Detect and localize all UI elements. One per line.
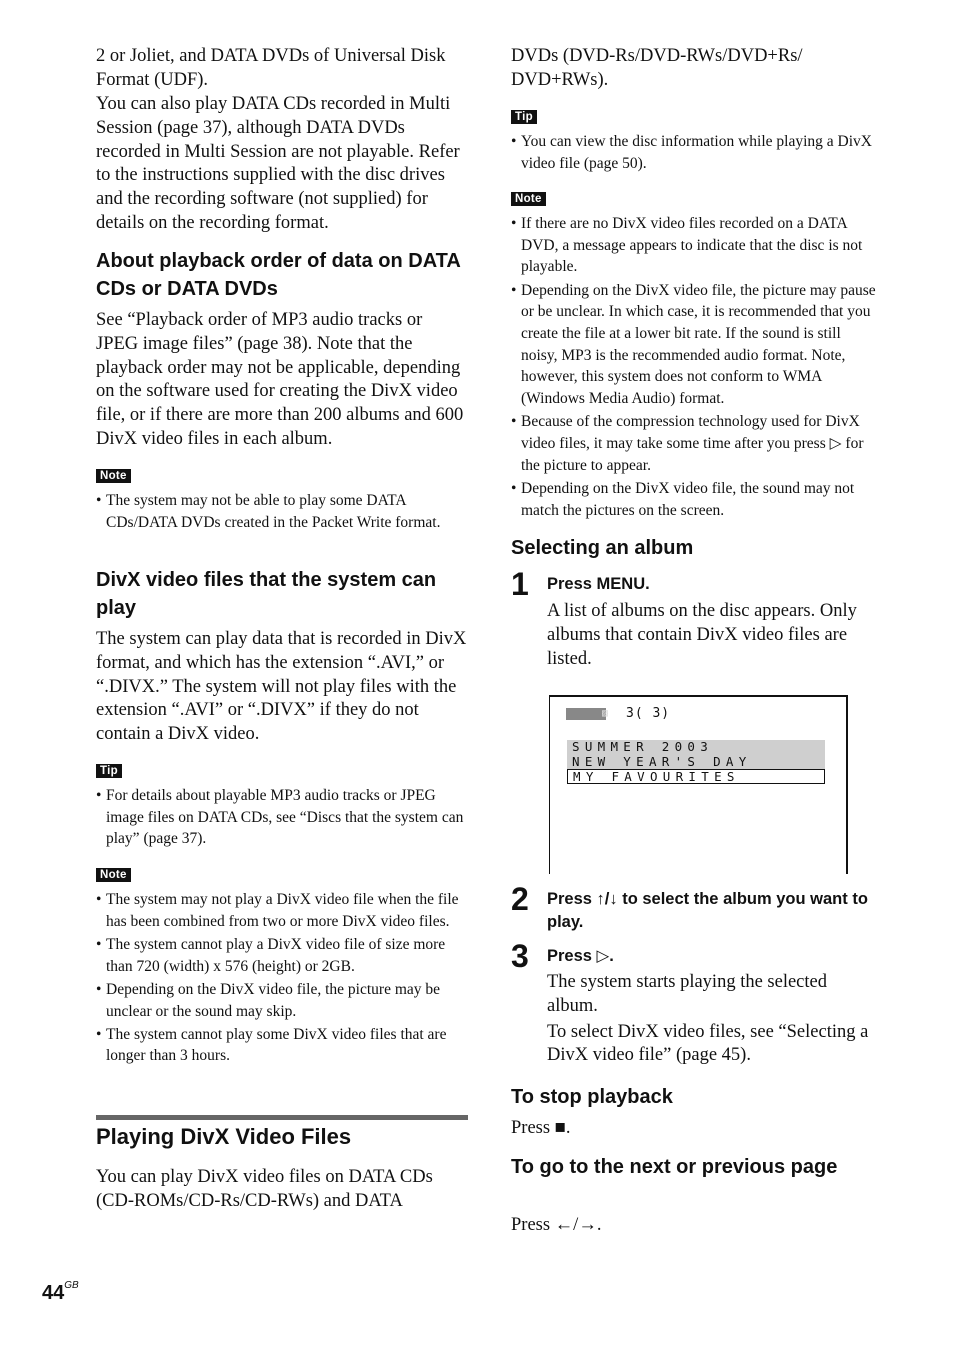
playing-divx-paragraph: You can play DivX video files on DATA CDs (CD-ROMs/CD-Rs/CD-RWs) and DATA bbox=[96, 1167, 433, 1211]
note-list-1 bbox=[96, 490, 466, 535]
list-item: • Depending on the DivX video file, the sound may not match the pictures on the screen. bbox=[511, 478, 881, 521]
section-rule bbox=[96, 1115, 468, 1120]
step-text: A list of albums on the disc appears. Only albums that contain DivX video files are listed. bbox=[547, 601, 857, 669]
step-2 bbox=[511, 881, 881, 934]
step-3 bbox=[511, 938, 881, 1068]
heading-stop-playback: To stop playback bbox=[511, 1086, 673, 1108]
intro-paragraph-1: 2 or Joliet, and DATA DVDs of Universal Disk Format (UDF). bbox=[96, 46, 446, 90]
tip-list-1 bbox=[96, 785, 466, 852]
step-title: Press ↑/↓ to select the album you want to play. bbox=[547, 890, 868, 931]
divx-files-paragraph: The system can play data that is recorded in DivX format, and which has the extension “.AVI,” or “.DIVX.” The system will not play files with the extension “.AVI” or “.DIVX” if they do not contain a DivX video. bbox=[96, 629, 467, 745]
page-number bbox=[42, 1282, 79, 1305]
album-list bbox=[567, 740, 825, 784]
step-title: Press ▷. bbox=[547, 947, 614, 965]
region-code: GB bbox=[64, 1280, 79, 1292]
album-item[interactable]: SUMMER 2003 bbox=[567, 740, 825, 755]
page-number-value: 44 bbox=[42, 1282, 65, 1304]
heading-playing-divx: Playing DivX Video Files bbox=[96, 1124, 352, 1149]
step-text: To select DivX video files, see “Selecting a DivX video file” (page 45). bbox=[547, 1021, 869, 1066]
list-item: • Depending on the DivX video file, the picture may be unclear or the sound may skip. bbox=[96, 979, 466, 1022]
heading-divx-files: DivX video files that the system can play bbox=[96, 569, 437, 619]
list-item: • The system cannot play some DivX video files that are longer than 3 hours. bbox=[96, 1024, 466, 1067]
list-item: • The system may not be able to play some DATA CDs/DATA DVDs created in the Packet Write format. bbox=[96, 490, 466, 533]
step-number: 2 bbox=[511, 881, 529, 917]
list-item: • Because of the compression technology used for DivX video files, it may take some time after you press ▷ for the picture to appear. bbox=[511, 411, 881, 476]
album-item-selected[interactable]: MY FAVOURITES bbox=[567, 769, 825, 784]
folder-icon: ▨ bbox=[566, 708, 606, 720]
step-number: 3 bbox=[511, 938, 529, 974]
note-badge: Note bbox=[96, 868, 131, 882]
heading-playback-order: About playback order of data on DATA CDs or DATA DVDs bbox=[96, 250, 461, 300]
step-text: The system starts playing the selected album. bbox=[547, 972, 827, 1016]
list-item: • The system cannot play a DivX video file of size more than 720 (width) x 576 (height) or 2GB. bbox=[96, 934, 466, 977]
playback-order-paragraph: See “Playback order of MP3 audio tracks or JPEG image files” (page 38). Note that the playback order may not be applicable, depending on the software used for creating the DivX video file, or if there are more than 200 albums and 600 DivX video files in each album. bbox=[96, 310, 464, 449]
tip-badge: Tip bbox=[511, 110, 537, 124]
list-item: • Depending on the DivX video file, the picture may pause or be unclear. In which case, it is recommended that you create the file at a lower bit rate. If the sound is still noisy, MP3 is the recommended audio format. Note, however, this system does not conform to WMA (Windows Media Audio) format. bbox=[511, 280, 881, 410]
heading-selecting-album: Selecting an album bbox=[511, 537, 694, 559]
note-list-3 bbox=[511, 213, 881, 523]
note-list-2 bbox=[96, 889, 466, 1069]
album-list-screen bbox=[549, 695, 848, 874]
step-1 bbox=[511, 566, 881, 671]
heading-next-previous: To go to the next or previous page bbox=[511, 1156, 838, 1178]
list-item: • If there are no DivX video files recorded on a DATA DVD, a message appears to indicate that the disc is not playable. bbox=[511, 213, 881, 278]
intro-paragraph-2: You can also play DATA CDs recorded in Multi Session (page 37), although DATA DVDs recorded in Multi Session are not playable. Refer to the instructions supplied with the disc drives and the recording software (not supplied) for details on the recording format. bbox=[96, 94, 460, 233]
step-number: 1 bbox=[511, 566, 529, 602]
stop-paragraph: Press ■. bbox=[511, 1118, 571, 1138]
next-paragraph: Press ←/→. bbox=[511, 1215, 602, 1235]
tip-list-2 bbox=[511, 131, 881, 176]
list-item: • For details about playable MP3 audio tracks or JPEG image files on DATA CDs, see “Discs that the system can play” (page 37). bbox=[96, 785, 466, 850]
note-badge: Note bbox=[511, 192, 546, 206]
continued-paragraph: DVDs (DVD-Rs/DVD-RWs/DVD+Rs/ DVD+RWs). bbox=[511, 46, 803, 90]
note-badge: Note bbox=[96, 469, 131, 483]
tip-badge: Tip bbox=[96, 764, 122, 778]
album-count: 3( 3) bbox=[626, 706, 671, 721]
album-item[interactable]: NEW YEAR'S DAY bbox=[567, 755, 825, 770]
step-title: Press MENU. bbox=[547, 575, 650, 593]
list-item: • You can view the disc information while playing a DivX video file (page 50). bbox=[511, 131, 881, 174]
list-item: • The system may not play a DivX video file when the file has been combined from two or more DivX video files. bbox=[96, 889, 466, 932]
